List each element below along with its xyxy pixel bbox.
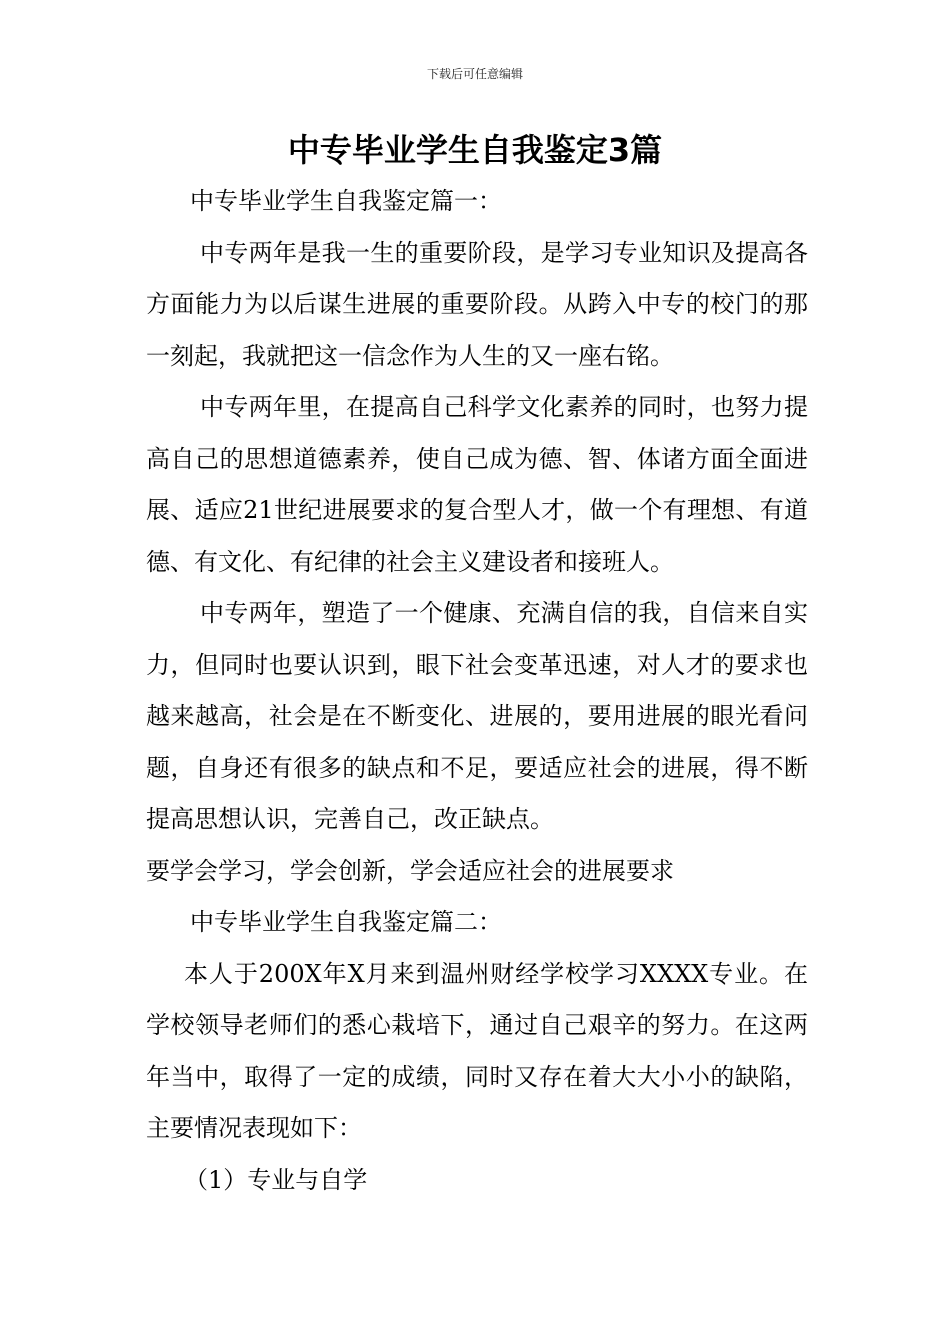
paragraph: 中专两年，塑造了一个健康、充满自信的我，自信来自实力，但同时也要认识到，眼下社会变革迅速，对人才的要求也越来越高，社会是在不断变化、进展的，要用进展的眼光看问题，自身还有很多的缺点和不足，要适应社会的进展，得不断提高思想认识，完善自己，改正缺点。 bbox=[146, 599, 808, 833]
section-heading-2: 中专毕业学生自我鉴定篇二： bbox=[190, 908, 502, 936]
section-heading-1: 中专毕业学生自我鉴定篇一： bbox=[190, 187, 502, 215]
subsection-heading: （1）专业与自学 bbox=[184, 1165, 368, 1194]
paragraph: 本人于200X年X月来到温州财经学校学习XXXX专业。在学校领导老师们的悉心栽培下，通过自己艰辛的努力。在这两年当中，取得了一定的成绩，同时又存在着大大小小的缺陷，主要情况表现如下： bbox=[146, 959, 808, 1142]
paragraph: 要学会学习，学会创新，学会适应社会的进展要求 bbox=[146, 856, 674, 885]
document-body bbox=[146, 176, 808, 1206]
header-note: 下载后可任意编辑 bbox=[426, 67, 523, 81]
paragraph: 中专两年里，在提高自己科学文化素养的同时，也努力提高自己的思想道德素养，使自己成为德、智、体诸方面全面进展、适应21世纪进展要求的复合型人才，做一个有理想、有道德、有文化、有纪律的社会主义建设者和接班人。 bbox=[146, 393, 808, 576]
document-title: 中专毕业学生自我鉴定3篇 bbox=[287, 131, 663, 169]
paragraph: 中专两年是我一生的重要阶段，是学习专业知识及提高各方面能力为以后谋生进展的重要阶段。从跨入中专的校门的那一刻起，我就把这一信念作为人生的又一座右铭。 bbox=[146, 238, 808, 370]
